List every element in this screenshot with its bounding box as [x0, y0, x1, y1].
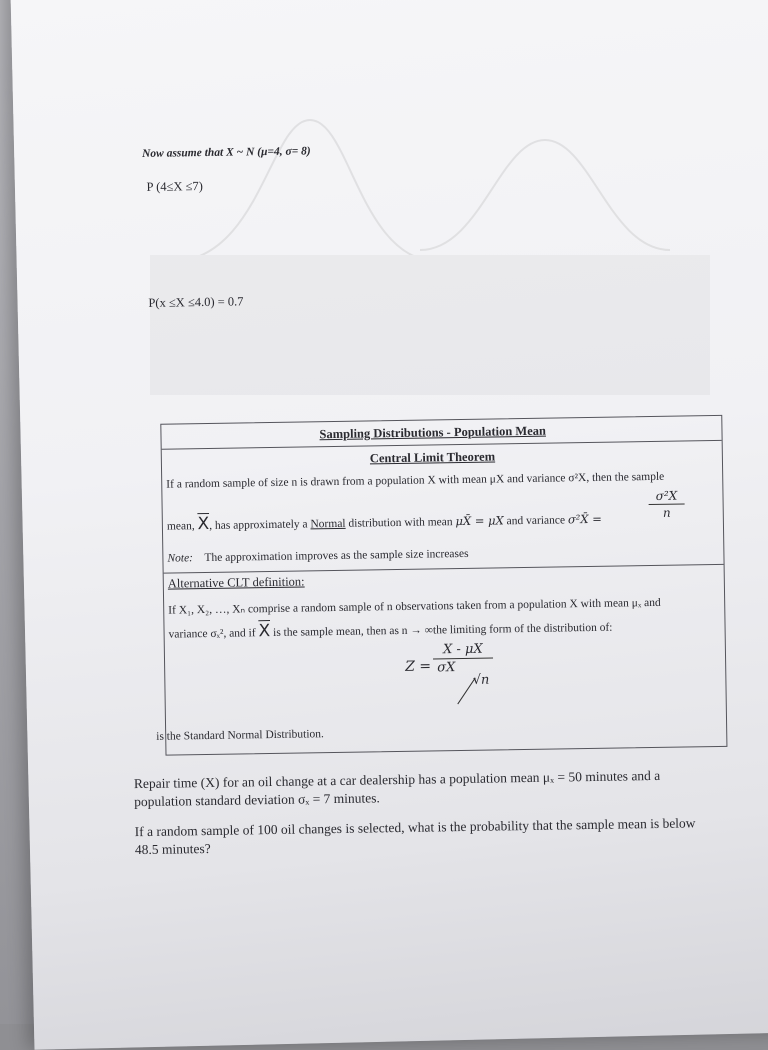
- xbar-symbol: $\overline{X}$: [258, 621, 271, 642]
- assumption-text: Now assume that X ~ N (μ=4, σ= 8): [141, 145, 311, 160]
- clt-box: [156, 415, 727, 756]
- conclusion-text: is the Standard Normal Distribution.: [156, 728, 324, 743]
- problem-line-4: 48.5 minutes?: [134, 840, 211, 858]
- variance-fraction: [648, 488, 684, 520]
- clt-title: Central Limit Theorem: [369, 449, 496, 466]
- clt-line-2-text-d: and variance: [506, 514, 566, 528]
- divider: [162, 440, 722, 450]
- probability-expression-2: P(x ≤X ≤4.0) = 0.7: [148, 294, 244, 310]
- divider: [164, 564, 724, 574]
- clt-line-1: If a random sample of size n is drawn from a population X with mean μX and variance σ²X, then the sample: [166, 470, 665, 491]
- problem-line-1: Repair time (X) for an oil change at a car dealership has a population mean μₓ = 50 minutes and a: [133, 767, 661, 792]
- xbar-symbol: $\overline{X}$: [197, 513, 210, 535]
- box-title: Sampling Distributions - Population Mean: [319, 423, 547, 442]
- alt-line-2-text-b: is the sample mean, then as n → ∞the limiting form of the distribution of:: [272, 621, 613, 639]
- problem-line-2: population standard deviation σₓ = 7 minutes.: [134, 790, 380, 810]
- note-text: The approximation improves as the sample size increases: [204, 547, 469, 565]
- variance-numerator: σ²X: [655, 488, 678, 503]
- alt-line-2: [168, 616, 612, 643]
- alt-line-2-text-a: variance σₓ², and if: [168, 627, 256, 641]
- clt-line-2-text-c: distribution with mean: [348, 516, 453, 530]
- slash-stroke: [451, 676, 481, 706]
- note-line: [167, 548, 468, 565]
- probability-expression-1: P (4≤X ≤7): [146, 179, 203, 194]
- mean-equation: μX̄ = μX: [455, 513, 504, 529]
- z-numerator: X - μX: [442, 641, 483, 658]
- z-denominator-root: √n: [472, 672, 490, 688]
- alt-clt-title: Alternative CLT definition:: [167, 574, 305, 591]
- z-denominator-sigma: σX: [437, 660, 456, 676]
- clt-line-2-text-b: , has approximately a: [209, 518, 308, 532]
- problem-line-3: If a random sample of 100 oil changes is selected, what is the probability that the sample mean is below: [134, 815, 696, 840]
- normal-word: Normal: [310, 517, 346, 531]
- variance-denominator: n: [662, 505, 671, 520]
- alt-line-1: If X₁, X₂, …, Xₙ comprise a random sample of n observations taken from a population X with mean μₓ and: [168, 596, 661, 617]
- note-label: Note:: [167, 552, 194, 565]
- clt-line-2: [167, 508, 602, 535]
- variance-lhs: σ²X̄ =: [567, 511, 602, 527]
- z-lhs: Z =: [405, 658, 432, 675]
- clt-mean-word: mean,: [166, 520, 195, 533]
